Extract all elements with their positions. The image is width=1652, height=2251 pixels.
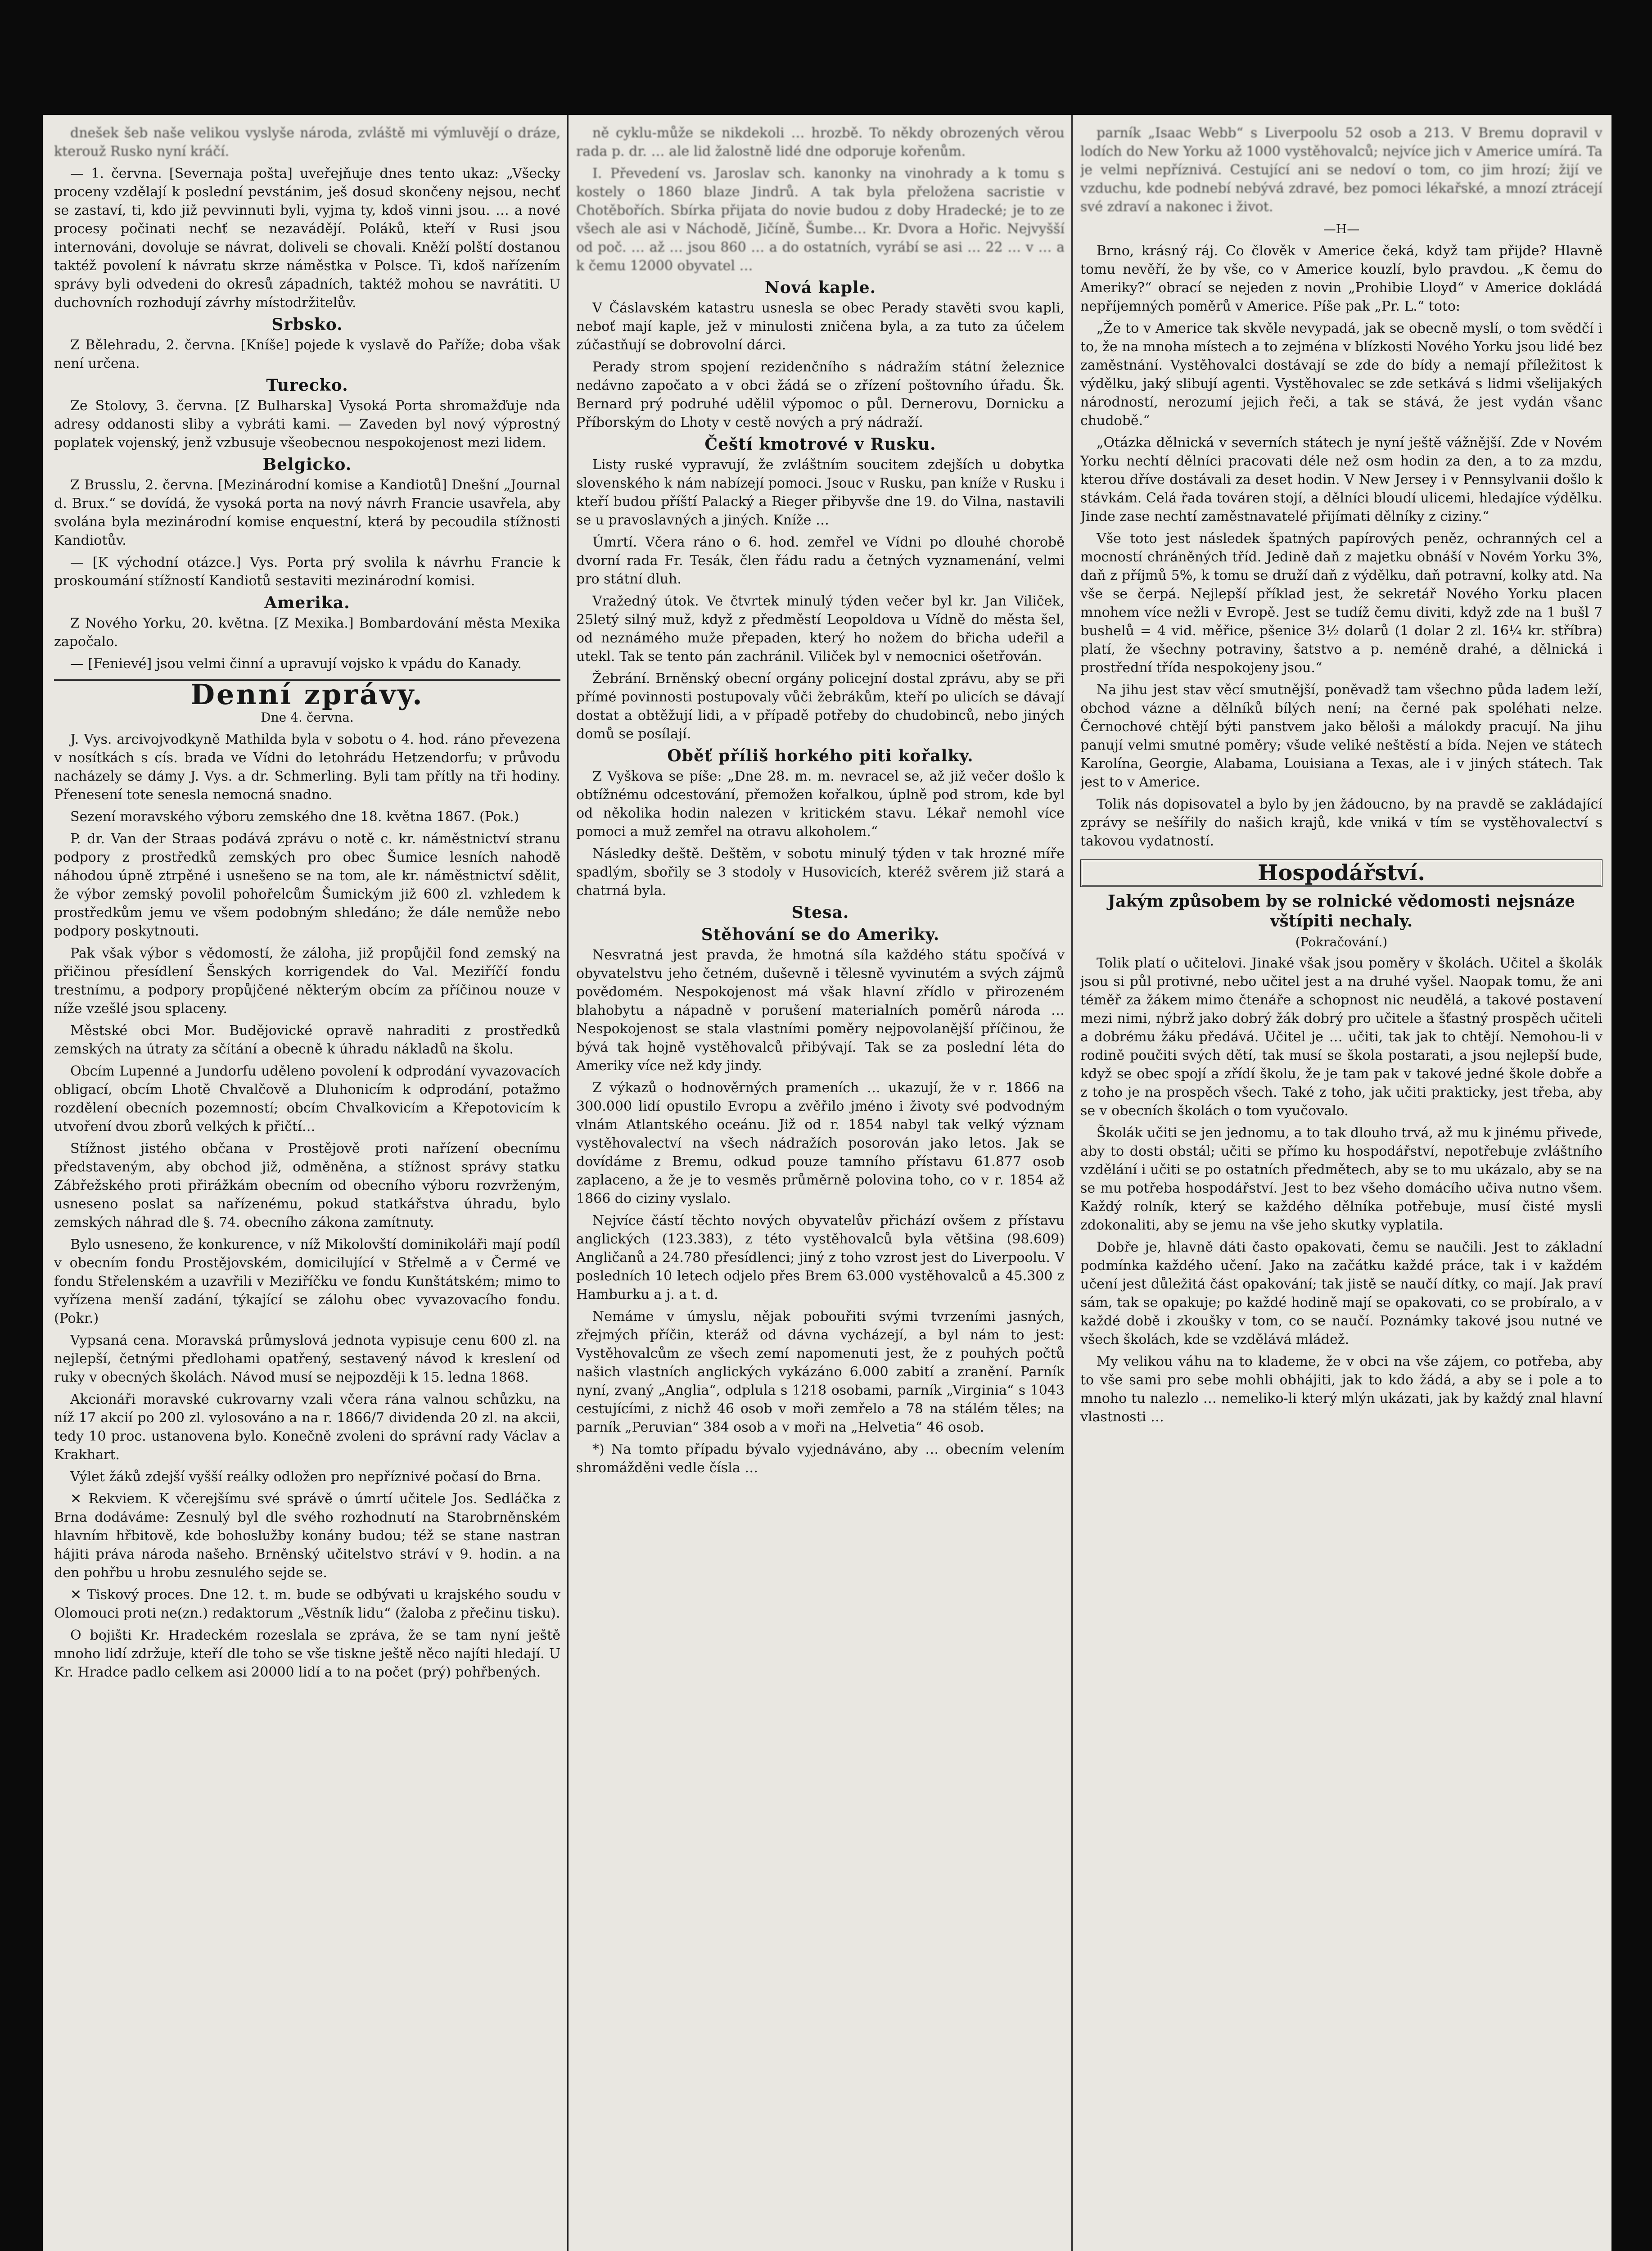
column-2 <box>576 124 1065 2251</box>
section-heading-srbsko: Srbsko. <box>271 315 343 334</box>
footnote: *) Na tomto případu bývalo vyjednáváno, aby … obecním velením shromážděni vedle čísla … <box>576 1442 1065 1476</box>
news-item: Sezení moravského výboru zemského dne 18. května 1867. (Pok.) <box>70 809 519 825</box>
news-item: J. Vys. arcivojvodkyně Mathilda byla v sobotu o 4. hod. ráno převezena v nosítkách s cís. brada ve Vídni do letohrádu Hetzendorfu; v průvodu nacházely se dámy J. Vys. a dr. Schmerling. Byli tam přítly na tři hodiny. Přenesení tote senesla nemocná snadno. <box>54 732 560 803</box>
news-item: Městské obci Mor. Budějovické opravě nahraditi z prostředků zemských na útraty za sčítání a obecně k úhradu nákladů na školu. <box>54 1023 560 1057</box>
column-rule <box>567 115 569 2251</box>
column-3 <box>1080 124 1602 2251</box>
news-item: Pak však výbor s vědomostí, že záloha, již propůjčil fond zemský na přičinou přesídlení Šenských korrigendek do Val. Meziříčí fondu trestnímu, a podpory propůjčené některým obcím za příčinou nouze v níže vzešlé jsou splaceny. <box>54 945 560 1017</box>
news-item: — [K východní otázce.] Vys. Porta prý svolila k návrhu Francie k proskoumání stížností Kandiotů sestaviti mezinárodní komisi. <box>54 555 560 589</box>
article-paragraph: Vše toto jest následek špatných papírových peněz, ochranných cel a mocností chráněných tříd. Jedině daň z majetku obnáší v Novém Yorku 3%, daň z příjmů 5%, k tomu se druží daň z výdělku, daň potravní, kolky atd. Na vše se čerpá. Nejlepší příklad jest, že sekretář Nového Yorku placen mnohem více nežli v Evropě. Jest se tudíž čemu diviti, když zde na 1 bušl 7 bushelů = 4 vid. měřice, pšenice 3½ dolarů (1 dolar 2 zl. 16¼ kr. stříbra) platí, že všechny potraviny, šatstvo a p. neméně drahé, a dělnická i prostřední třída nespokojeny jsou.“ <box>1080 531 1602 676</box>
article-paragraph: Tolik platí o učitelovi. Jinaké však jsou poměry v školách. Učitel a školák jsou si půl protivné, nebo učitel jest a na druhé vyšel. Naopak tomu, že ani téměř za žákem mimo čtenáře a schopnost nic neudělá, a takové postavení mezi nimi, nýbrž jako dobrý žák dobrý pro učitele a šťastný prospěch učiteli a dobrému žáku předává. Učitel je … učiti, tak jak to chtějí. Nemohou-li v rodině poučiti svých dětí, tak musí se škola postarati, a jsou nejlepší bude, když se obec spojí a zřídí školu, že je tam pak v takové jedné škole dobře a z toho je na prospěch všech. Také z toho, jak učiti prakticky, jest třeba, aby se v obecních školách o tom vyučovalo. <box>1080 955 1602 1119</box>
article-paragraph: Na jihu jest stav věcí smutnější, poněvadž tam všechno půda ladem leží, obchod vázne a dělníků bílých není; na černé pak spoléhati nelze. Černochové chtějí býti panstvem jako běloši a málokdy pracují. Na jihu panují velmi smutné poměry; všude veliké neštěstí a bída. Nejen ve státech Karolína, Georgie, Alabama, Louisiana a Texas, ale i v jiných státech. Tak jest to v Americe. <box>1080 682 1602 790</box>
article-paragraph: Tolik nás dopisovatel a bylo by jen žádoucno, by na pravdě se zakládající zprávy se nešířily do našich krajů, kde vniká v tím se vystěhovalectví s takovou vydatností. <box>1080 796 1602 849</box>
article-title: Jakým způsobem by se rolnické vědomosti nejsnáze vštípiti nechaly. <box>1107 892 1575 931</box>
news-item: Ze Stolovy, 3. června. [Z Bulharska] Vysoká Porta shromažďuje nda adresy oddanosti sliby a vybráti kami. — Zaveden byl nový výprostný poplatek vojenský, jenž vzbusuje všeobecnou nespokojenost mezi lidem. <box>54 398 560 451</box>
news-item: Z Vyškova se píše: „Dne 28. m. m. nevracel se, až již večer došlo k obtížnému odcestování, přemožen kořalkou, úplně pod strom, kde byl od několika hodin nalezen v kritickém stavu. Lékař nemohl více pomoci a muž zemřel na otravu alkoholem.“ <box>576 768 1065 840</box>
news-item: Akcionáři moravské cukrovarny vzali včera rána valnou schůzku, na níž 17 akcií po 200 zl. vylosováno a na r. 1866/7 dividenda 20 zl. na akcii, tedy 10 proc. ustanovena bylo. Konečně zvoleni do správní rady Václav a Krakhart. <box>54 1392 560 1463</box>
article-paragraph: Nemáme v úmyslu, nějak pobouřiti svými tvrzeními jasných, zřejmých příčin, kteráž od dávna vycházejí, a byl nám to jest: Vystěhovalcům ze všech zemí napomenuti jest, že z pouhých počtů našich vlastních anglických vykázáno 6.000 zabití a zranění. Parník nyní, zvaný „Anglia“, odplula s 1218 osobami, parník „Virginia“ s 1043 cestujícími, z nichž 46 osob v moři zemřelo a 78 na stálém těles; na parník „Peruvian“ 384 osob a v moři na „Helvetia“ 46 osob. <box>576 1309 1065 1435</box>
section-title-hospodarstvi: Hospodářství. <box>1080 859 1602 887</box>
article-paragraph: Nejvíce částí těchto nových obyvatelův přichází ovšem z přístavu anglických (123.383), z této vystěhovalců byla většina (98.609) Angličanů a 24.780 přesídlenci; jiný z toho vzrost jest do Liverpoolu. V posledních 10 letech odjelo přes Brem 63.000 vystěhovalců a 45.300 z Hamburku a j. a t. d. <box>576 1213 1065 1302</box>
section-heading-turecko: Turecko. <box>266 376 348 395</box>
news-item: ✕ Rekviem. K včerejšímu své správě o úmrtí učitele Jos. Sedláčka z Brna dodáváme: Zesnulý byl dle svého rozhodnutí na Starobrněnském hlavním hřbitově, kde bohoslužby konány budou; též se stane nastran hájiti práva národa našeho. Brněnský učitelstvo stráví v 9. hodin. a na den pohřbu u hrobu zesnulého sejde se. <box>54 1491 560 1581</box>
article-paragraph: „Že to v Americe tak skvěle nevypadá, jak se obecně myslí, o tom svědčí i to, že na mnoha místech a to zejména v blízkosti Nového Yorku jsou lidé bez zaměstnání. Vystěhovalci dostávají se zde do bídy a nemají příležitost k výdělku, jaký slibují agenti. Vystěhovalec se zde setkává s lidmi všelijakých národností, nerozumí jejich řeči, a tak se stává, že jest vydán všanc chudobě.“ <box>1080 321 1602 429</box>
article-paragraph: „Otázka dělnická v severních státech je nyní ještě vážnější. Zde v Novém Yorku nechtí dělníci pracovati déle než osm hodin za den, a to za mzdu, kterou dříve dostávali za deset hodin. V New Jersey i v Pennsylvanii došlo k stávkám. Celá řada továren stojí, a dělníci bloudí ulicemi, hledajíce výdělku. Jinde zase nechtí zaměstnavatelé přijímati dělníky z ciziny.“ <box>1080 435 1602 524</box>
article-paragraph: Dobře je, hlavně dáti často opakovati, čemu se naučili. Jest to základní podmínka každého učení. Jako na začátku každé práce, tak i v každém učení jest důležitá část opakování; tak jistě se naučí dítky, co mají. Jak praví sám, tak se opakuje; po každé hodině mají se opakovati, co se probíralo, a v každé době i zkoušky v tom, co se naučí. Poznámky takové jsou nutné ve všech školách, kde se vzdělává mládež. <box>1080 1239 1602 1347</box>
section-heading-stesa: Stesa. <box>791 903 849 922</box>
news-item: Z Bělehradu, 2. června. [Kníše] pojede k vyslavě do Paříže; doba však není určena. <box>54 337 560 371</box>
news-item: Žebrání. Brněnský obecní orgány policejní dostal zprávu, aby se při přímé povinnosti postupovaly vůči žebrákům, kteří po ulicích se dávají dostat a obtěžují lidi, a v případě potřeby do chudobinců, nebo jiných domů se posílají. <box>576 671 1065 742</box>
section-heading-obet: Oběť příliš horkého piti kořalky. <box>667 746 974 765</box>
news-item: — [Fenievé] jsou velmi činní a upravují vojsko k vpádu do Kanady. <box>70 656 522 672</box>
news-item: Z Brusslu, 2. června. [Mezinárodní komise a Kandiotů] Dnešní „Journal d. Brux.“ se dovídá, že vysoká porta na nový návrh Francie usavřela, aby svolána byla mezinárodní komise enquestní, která by pecoudila stížnosti Kandiotův. <box>54 477 560 548</box>
news-item: Listy ruské vypravují, že zvláštním soucitem zdejších u dobytka slovenského k nám nabízejí pomoci. Jsouc v Rusku, pan kníže v Rusku i kteří budou příští Palacký a Rieger přibyvše dne 19. do Vilna, nastavili se u pravoslavných a jiných. Kníže … <box>576 457 1065 528</box>
intro-paragraph: I. Převedení vs. Jaroslav sch. kanonky na vinohrady a k tomu s kostely o 1860 blaze Jindrů. A tak byla přeložena sacristie v Chotěbořích. Sbírka přijata do novie budou z doby Hradecké; je to ze všech ale asi v Náchodě, Jičíně, Šumbe… Kr. Dvora a Hořic. Nejvyšší od poč. … až … jsou 860 … a do ostatních, vyrábí se asi … 22 … v … a k čemu 12000 obyvatel … <box>576 166 1065 274</box>
news-item: Výlet žáků zdejší vyšší reálky odložen pro nepříznivé počasí do Brna. <box>70 1469 541 1485</box>
article-paragraph: Školák učiti se jen jednomu, a to tak dlouho trvá, až mu k jinému přivede, aby to dosti obstál; učiti se přímo ku hospodářství, nepotřebuje zvláštního vzdělání i učiti se po ostatních předmětech, aby se to mu ukázalo, aby se na se mu potřeba hospodářství. Jest to bez všeho domácího učiva nutno všem. Každý rolník, který se každého dělníka potřebuje, musí čisté mysli zdokonaliti, aby se jemu na vše jeho skutky vyplatila. <box>1080 1125 1602 1233</box>
article-paragraph: Z výkazů o hodnověrných prameních … ukazují, že v r. 1866 na 300.000 lidí opustilo Evropu a zvěřilo jméno i životy své podvodným vlnám Atlantského oceánu. Již od r. 1854 nabyl tak velký význam vystěhovalectví na všech nádražích posorován jako letos. Jak se dovídáme z Bremu, odkud pouze tamního přístavu 61.877 osob zaplaceno, a že je to vesměs průměrně polovina toho, co v r. 1854 až 1866 do ciziny vyslalo. <box>576 1080 1065 1207</box>
dateline: Dne 4. června. <box>261 710 354 725</box>
intro-paragraph: — 1. června. [Severnaja pošta] uveřejňuje dnes tento ukaz: „Všecky proceny vzdělají k poslední pevstánim, ješ dosud skončeny nejsou, nechť se zastaví, ti, kdo již pevvinnuti byli, vyjma ty, kdoš vinni jsou. … a nové procesy počinati nechť se nezavádějí. Poláků, kteří v Rusi jsou internováni, dovoluje se návrat, doliveli se chovali. Kněží polští dostanou taktéž povolení k návratu skrze náměstka v Polsce. Ti, kdoš nařízením správy byli odvedeni do okresů západních, taktéž mohou se navrátiti. U duchovních rozhodují závrhy místodržitelův. <box>54 166 560 311</box>
article-paragraph: Nesvratná jest pravda, že hmotná síla každého státu spočívá v obyvatelstvu jeho četném, duševně i tělesně vyvinutém a svých zájmů povědomém. Nespokojenost má však hlavní zřídlo v přirozeném blahobytu a nápadně v porušení materialních poměrů národa … Nespokojenost se stala vlastními poměry nejpovolanější příčinou, že bývá tak hojně vystěhovalců přibývají. Tak se za poslední léta do Ameriky více než kdy jindy. <box>576 947 1065 1074</box>
news-item: O bojišti Kr. Hradeckém rozeslala se zpráva, že se tam nyní ještě mnoho lidí zdržuje, kteří dle toho se vše tiskne ještě něco najíti hledají. U Kr. Hradce padlo celkem asi 20000 lidí a to na počet (prý) pohřbených. <box>54 1627 560 1680</box>
intro-paragraph: parník „Isaac Webb“ s Liverpoolu 52 osob a 213. V Bremu dopravil v lodích do New Yorku až 1000 vystěhovalců; nejvíce jich v Americe umírá. Ta je velmi nepříznivá. Cestující ani se nedoví o tom, co jim hrozí; žijí ve vzduchu, kde podnebí nebývá zdravé, bez pomoci lékařské, a mnozí ztrácejí své zdraví a nakonec i život. <box>1080 125 1602 215</box>
column-1 <box>54 124 560 2251</box>
news-item: V Čáslavském katastru usnesla se obec Perady stavěti svou kapli, neboť mají kaple, jež v minulosti zničena byla, a za tuto za účelem zúčastňují se dobrovolní dárci. <box>576 300 1065 353</box>
news-item: ✕ Tiskový proces. Dne 12. t. m. bude se odbývati u krajského soudu v Olomouci proti ne(zn.) redaktorum „Věstník lidu“ (žaloba z přečinu tisku). <box>54 1587 560 1621</box>
section-heading-amerika: Amerika. <box>264 593 350 612</box>
news-item: Perady strom spojení rezidenčního s nádražím státní železnice nedávno započato a v obci žádá se o zřízení poštovního úřadu. Šk. Bernard prý podruhé udělil výpomoc o půl. Dernerovu, Dornicku a Příborským do Lhoty v cestě nových a prý nádraží. <box>576 359 1065 430</box>
news-item: Bylo usneseno, že konkurence, v níž Mikolovští dominikoláři mají podíl v obecním fondu Prostějovském, domicilující v Střelmě a v Čermé ve fondu Střelenském a uzavřili v Meziříčku ve fondu Kunštátském; mimo to vyřízena menší zadání, týkající se zálohu obec vyvazovacího fondu. (Pokr.) <box>54 1237 560 1326</box>
news-item: P. dr. Van der Straas podává zprávu o notě c. kr. náměstnictví stranu podpory z prostředků zemských pro obec Šumice lesních nahodě náhodou úpně ztrpěné i usnešeno se na tom, ale kr. náměstnictví sdělit, že výbor zemský povolil pohořelcům Šumickým již 600 zl. vzhledem k prostředkům jemu ve všem podobným shledáno; že dále nemůže nebo podpory poskytnouti. <box>54 831 560 939</box>
news-item: Úmrtí. Včera ráno o 6. hod. zemřel ve Vídni po dlouhé chorobě dvorní rada Fr. Tesák, člen řádu radu a četných vyznamenání, velmi pro státní dluh. <box>576 534 1065 587</box>
section-heading-ceske-kmotrove: Čeští kmotrové v Rusku. <box>704 435 936 454</box>
intro-paragraph: dnešek šeb naše velikou vyslyše národa, zvláště mi výmluvějí o dráze, kterouž Rusko nyní kráčí. <box>54 125 560 159</box>
news-item: Obcím Lupenné a Jundorfu uděleno povolení k odprodání vyvazovacích obligací, obcím Lhotě Chvalčově a Dluhonicím k odprodání, potažmo rozdělení obecních pozemností; obcím Chvalkovicím a Křepotovicím k utvoření dvou zborů velkých k přičtí… <box>54 1063 560 1135</box>
news-item: Vražedný útok. Ve čtvrtek minulý týden večer byl kr. Jan Viliček, 25letý silný muž, když z předměstí Leopoldova u Vídně do města šel, od neznámého muže přepaden, který ho nožem do břicha udeřil a utekl. Tak se tento pán zachránil. Viliček byl v nemocnici ošetřován. <box>576 593 1065 664</box>
continuation-note: (Pokračování.) <box>1295 935 1388 949</box>
column-rule <box>1071 115 1073 2251</box>
intro-paragraph: ně cyklu-může se nikdekoli … hrozbě. To někdy obrozených věrou rada p. dr. … ale lid žalostně lidé dne odporuje kořenům. <box>576 125 1065 159</box>
news-item: Stížnost jistého občana v Prostějově proti nařízení obecnímu představeným, aby obchod již, odměněna, a stížnost správy statku Zábřežského proti přirážkám obecním od obecního výboru rozvrženým, usneseno poslat sa nařízenému, pokud statkářstva úhradu, bylo zemských náhrad dle §. 74. obecního zákona zamítnuty. <box>54 1141 560 1230</box>
article-paragraph: My velikou váhu na to klademe, že v obci na vše zájem, co potřeba, aby to vše sami pro sebe mohli obhájiti, jak to kdo žádá, a aby se i pole a to mnoho tu nalezlo … nemeliko-li který mlýn ukázati, jak by každý znal hlavní vlastnosti … <box>1080 1354 1602 1425</box>
article-paragraph: Brno, krásný ráj. Co člověk v Americe čeká, když tam přijde? Hlavně tomu nevěří, že by vše, co v Americe kouzlí, bylo pravdou. „K čemu do Ameriky?“ obrací se nejeden z novin „Prohibie Lloyd“ v Americe dokládá nepříjemných poměrů v Americe. Píše pak „Pr. L.“ toto: <box>1080 243 1602 314</box>
news-item: Následky deště. Deštěm, v sobotu minulý týden v tak hrozné míře spadlým, sbořily se 3 stodoly v Husovicích, kteréž svěrem již stará a chatrná byla. <box>576 846 1065 899</box>
article-heading-stehovani: Stěhování se do Ameriky. <box>701 925 940 944</box>
news-item: Vypsaná cena. Moravská průmyslová jednota vypisuje cenu 600 zl. na nejlepší, četnými předlohami opatřený, sestavený návod k kreslení od ruky v obecných školách. Návod musí se nejpozději k 15. ledna 1868. <box>54 1333 560 1385</box>
newspaper-page <box>43 115 1611 2251</box>
daily-news-title: Denní zprávy. <box>54 679 560 704</box>
signature: —H— <box>1323 221 1360 236</box>
section-heading-belgicko: Belgicko. <box>262 455 352 474</box>
section-heading-nova-kaple: Nová kaple. <box>764 278 876 297</box>
news-item: Z Nového Yorku, 20. května. [Z Mexika.] Bombardování města Mexika započalo. <box>54 615 560 650</box>
